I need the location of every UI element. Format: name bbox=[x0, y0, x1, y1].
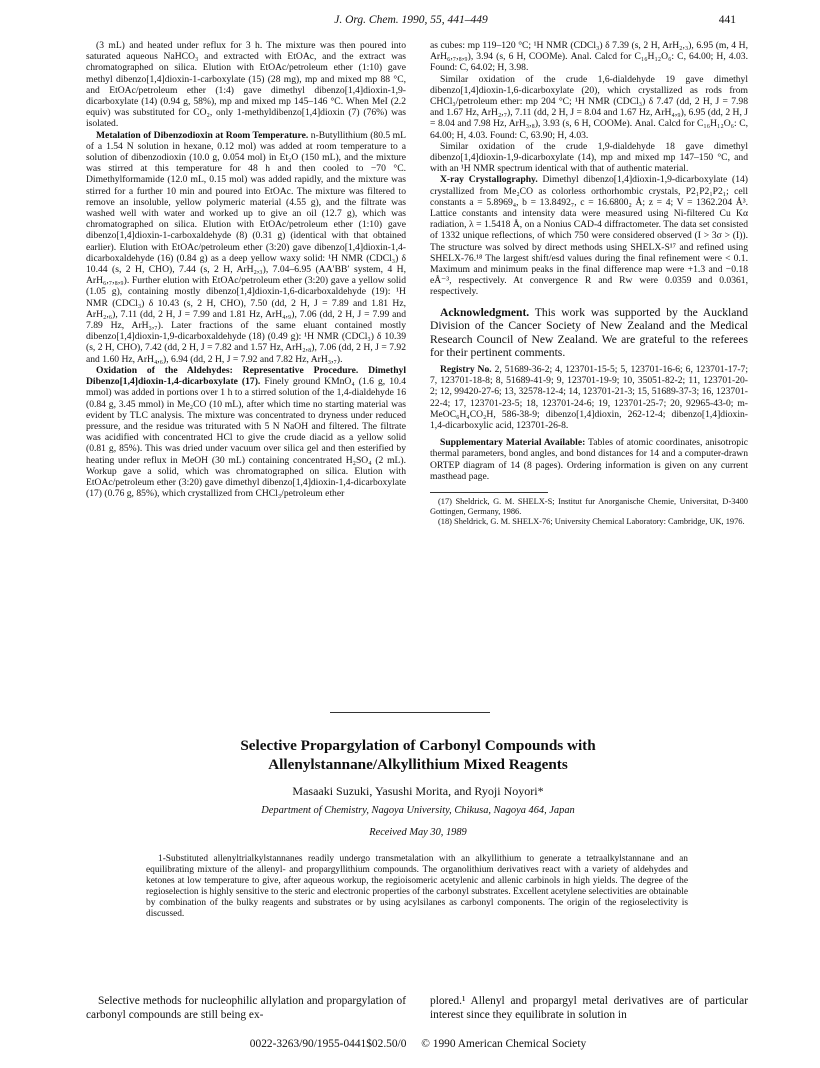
article-separator bbox=[330, 712, 490, 713]
title-line-1: Selective Propargylation of Carbonyl Compounds with bbox=[240, 737, 596, 754]
intro-right: plored.¹ Allenyl and propargyl metal derivatives are of particular interest since they equilibrate in solution in bbox=[430, 995, 748, 1021]
paragraph-heading: X-ray Crystallography. bbox=[440, 174, 538, 186]
copyright: © 1990 American Chemical Society bbox=[421, 1038, 587, 1050]
page-footer bbox=[86, 1038, 750, 1050]
paragraph-text: This work was supported by the Auckland Division of the Cancer Society of New Zealand and the Medical Research Council of New Zealand. We are grateful to the referees for their pertinent comments. bbox=[430, 305, 748, 360]
article-code: 0022-3263/90/1955-0441$02.50/0 bbox=[249, 1038, 407, 1050]
paragraph-text: n-Butyllithium (80.5 mL of a 1.54 N solution in hexane, 0.12 mol) was added at room temperature to a solution of dibenzodioxin (10.0 g, 0.054 mol) in Et₂O (150 mL), and the mixture was stirred at this temperature for 48 h and then cooled to −70 °C. Dimethylformamide (12.0 mL, 0.15 mol) was added rapidly, and the mixture was stirred for a further 10 min and poured into EtOAc. The mixture was filtered to remove an insoluble, yellow polymeric material (4.55 g), and the filtrate was washed well with water and worked up to give an oil (12.7 g), which was chromatographed on silica. Elution with EtOAc/petroleum ether (1:10) gave dibenzo[1,4]dioxin-1-carboxaldehyde (8) (0.31 g) (identical with that obtained earlier). Elution with EtOAc/petroleum ether (3:20) gave dibenzo[1,4]dioxin-1,4-dicarboxaldehyde (16) (0.84 g) as a deep yellow waxy solid: ¹H NMR (CDCl₃) δ 10.44 (s, 2 H, CHO), 7.44 (s, 2 H, ArH₂,₃), 7.04–6.95 (AA′BB′ system, 4 H, ArH₆,₇,₈,₉). Further elution with EtOAc/petroleum ether (3:20) gave a yellow solid (1.05 g), containing mostly dibenzo[1,4]dioxin-1,6-dicarboxaldehyde (19): ¹H NMR (CDCl₃) δ 10.43 (s, 2 H, CHO), 7.50 (dd, 2 H, J = 7.89 and 1.81 Hz, ArH₂,₆), 7.11 (dd, 2 H, J = 7.99 and 1.81 Hz, ArH₄,₉), 7.06 (dd, 2 H, J = 7.99 and 7.89 Hz, ArH₃,₇). Later fractions of the same eluant contained mostly dibenzo[1,4]dioxin-1,9-dicarboxaldehyde (18) (0.49 g): ¹H NMR (CDCl₃) δ 10.39 (s, 2 H, CHO), 7.42 (dd, 2 H, J = 7.82 and 1.57 Hz, ArH₂,₈), 7.06 (dd, 2 H, J = 7.92 and 1.60 Hz, ArH₄,₆), 6.94 (dd, 2 H, J = 7.92 and 7.82 Hz, ArH₃,₇). bbox=[86, 129, 406, 365]
running-header bbox=[86, 14, 736, 30]
abstract bbox=[146, 854, 688, 921]
paragraph bbox=[86, 40, 406, 130]
paragraph-text: Finely ground KMnO₄ (1.6 g, 10.4 mmol) was added in portions over 1 h to a stirred solution of the 1,4-dialdehyde 16 (0.84 g, 3.45 mmol) in Me₂CO (10 mL), after which time no starting material was evident by TLC analysis. The mixture was concentrated to dryness under reduced pressure, and the residue was triturated with 5 N NaOH and filtered. The filtrate was acidified with concentrated HCl to give the crude diacid as a yellow solid (0.81 g, 85%). This was dried under vacuum over silica gel and then esterified by heating under reflux in MeOH (30 mL) containing concentrated H₂SO₄ (2 mL). Workup gave a solid, which was chromatographed on silica. Elution with EtOAc/petroleum ether (3:20) gave dimethyl dibenzo[1,4]dioxin-1,4-dicarboxylate (17) (0.76 g, 85%), which crystallized from CHCl₃/petroleum ether bbox=[86, 376, 406, 500]
paragraph-heading: Supplementary Material Available: bbox=[440, 437, 586, 449]
footnote-rule bbox=[430, 492, 548, 493]
paragraph bbox=[86, 365, 406, 499]
affiliation: Department of Chemistry, Nagoya University, Chikusa, Nagoya 464, Japan bbox=[261, 805, 575, 816]
footnote: (17) Sheldrick, G. M. SHELX-S; Institut fur Anorganische Chemie, Universitat, D-3400 Gottingen, Germany, 1986. bbox=[430, 497, 748, 517]
paragraph-text: 2, 51689-36-2; 4, 123701-15-5; 5, 123701-16-6; 6, 123701-17-7; 7, 123701-18-8; 8, 51689-41-9; 9, 123701-19-9; 10, 35051-82-2; 11, 123701-20-2; 12, 99420-27-6; 13, 32578-12-4; 14, 123701-21-3; 15, 51689-37-3; 16, 123701-22-4; 17, 123701-23-5; 18, 123701-24-6; 19, 123701-25-7; 20, 92965-43-0; m-MeOC₆H₄CO₂H, 586-38-9; dibenzo[1,4]dioxin, 262-12-4; dibenzo[1,4]dioxin-1,4-dicarboxylic acid, 123701-26-8. bbox=[430, 364, 748, 432]
paragraph-heading: Acknowledgment. bbox=[440, 305, 530, 319]
right-column bbox=[430, 40, 748, 527]
paragraph-text: Similar oxidation of the crude 1,6-dialdehyde 19 gave dimethyl dibenzo[1,4]dioxin-1,6-dicarboxylate (20), which crystallized as rods from CHCl₃/petroleum ether: mp 204 °C; ¹H NMR (CDCl₃) δ 7.47 (dd, 2 H, J = 7.98 and 1.67 Hz, ArH₂,₇), 7.11 (dd, 2 H, J = 8.04 and 1.67 Hz, ArH₄,₉), 6.95 (dd, 2 H, J = 8.04 and 7.98 Hz, ArH₃,₈), 3.93 (s, 6 H, COOMe). Anal. Calcd for C₁₆H₁₂O₆: C, 64.00; H, 4.03. Found: C, 63.90; H, 4.03. bbox=[430, 73, 748, 141]
footnote: (18) Sheldrick, G. M. SHELX-76; University Chemical Laboratory: Cambridge, UK, 1976. bbox=[438, 517, 745, 527]
article-title bbox=[86, 736, 750, 774]
paragraph bbox=[430, 437, 748, 482]
paragraph-text: Tables of atomic coordinates, anisotropic thermal parameters, bond angles, and bond distances for 14 and a computer-drawn ORTEP diagram of 14 (8 pages). Ordering information is given on any current masthead page. bbox=[430, 437, 748, 482]
paragraph-heading: Metalation of Dibenzodioxin at Room Temperature. bbox=[96, 129, 309, 141]
paragraph bbox=[430, 141, 748, 175]
paragraph-heading: Registry No. bbox=[440, 364, 492, 376]
paragraph-text: (3 mL) and heated under reflux for 3 h. The mixture was then poured into saturated aqueous NaHCO₃ and extracted with EtOAc, and the extract was chromatographed on silica. Elution with EtOAc/petroleum ether (1:10) gave methyl dibenzo[1,4]dioxin-1-carboxylate (15) (28 mg), mp and mixed mp 88 °C, and EtOAc/petroleum ether (1:4) gave dimethyl dibenzo[1,4]dioxin-1,9-dicarboxylate (14) (0.94 g, 58%), mp and mixed mp 145–146 °C. When MeI (2.2 equiv) was substituted for CO₂, only 1-methyldibenzo[1,4]dioxin (7) (76%) was isolated. bbox=[86, 40, 406, 130]
paragraph bbox=[430, 74, 748, 141]
paragraph bbox=[86, 130, 406, 365]
received-date: Received May 30, 1989 bbox=[369, 827, 467, 838]
paragraph bbox=[430, 306, 748, 360]
paragraph-text: as cubes: mp 119–120 °C; ¹H NMR (CDCl₃) δ 7.39 (s, 2 H, ArH₂,₃), 6.95 (m, 4 H, ArH₆,₇,₈,₉), 3.94 (s, 6 H, COOMe). Anal. Calcd for C₁₆H₁₂O₆: C, 64.00; H, 4.03. Found: C, 64.02; H, 3.98. bbox=[430, 40, 748, 74]
abstract-text: 1-Substituted allenyltrialkylstannanes readily undergo transmetalation with an alkyllithium to generate a tetraalkylstannane and an equilibrating mixture of the allenyl- and propargyllithium compounds. The organolithium derivatives react with a variety of aldehydes and ketones at low temperature to give, after aqueous workup, the regioisomeric acetylenic and allenic carbinols in high yields. The degree of the regioselection is highly sensitive to the steric and electronic properties of the carbonyl substrates. Excellent acetylene selectivities are obtainable by combination of the bulky reagents and substrates or by using acylsilanes as carbonyl components. The origin of the regioselectivity is discussed. bbox=[146, 854, 688, 920]
paragraph-text: Similar oxidation of the crude 1,9-dialdehyde 18 gave dimethyl dibenzo[1,4]dioxin-1,9-dicarboxylate (14), mp and mixed mp 147–150 °C, and with an ¹H NMR spectrum identical with that of authentic material. bbox=[430, 140, 748, 175]
journal-citation: J. Org. Chem. 1990, 55, 441–449 bbox=[334, 14, 488, 26]
title-line-2: Allenylstannane/Alkyllithium Mixed Reagents bbox=[268, 756, 568, 773]
paragraph bbox=[430, 364, 748, 431]
paragraph-heading: Oxidation of the Aldehydes: Representative Procedure. Dimethyl Dibenzo[1,4]dioxin-1,4-dicarboxylate (17). bbox=[86, 364, 406, 388]
paragraph-text: Dimethyl dibenzo[1,4]dioxin-1,9-dicarboxylate (14) crystallized from Me₂CO as colorless orthorhombic crystals, P2₁P2₁P2₁; cell constants a = 5.8969₄, b = 13.8492₇, c = 16.6800₂ Å; z = 4; V = 1362.204 Å³. Lattice constants and intensity data were measured using Ni-filtered Cu Kα radiation, λ = 1.5418 Å, on a Nonius CAD-4 diffractometer. The data set consisted of 1332 unique reflections, of which 750 were considered observed (I > 3σ > (I)). The structure was solved by direct methods using SHELX-S¹⁷ and refined using SHELX-76.¹⁸ The largest shift/esd values during the final refinement were < 0.1. Maximum and minimum peaks in the final difference map were +1.3 and −0.18 eÅ⁻³, respectively. At convergence R and Rw were 0.0359 and 0.0361, respectively. bbox=[430, 174, 748, 298]
intro-left: Selective methods for nucleophilic allylation and propargylation of carbonyl compounds are still being ex- bbox=[86, 995, 406, 1021]
paragraph bbox=[430, 40, 748, 74]
authors: Masaaki Suzuki, Yasushi Morita, and Ryoji Noyori* bbox=[292, 784, 544, 798]
page-number: 441 bbox=[718, 14, 736, 26]
left-column bbox=[86, 40, 406, 499]
paragraph bbox=[430, 174, 748, 297]
